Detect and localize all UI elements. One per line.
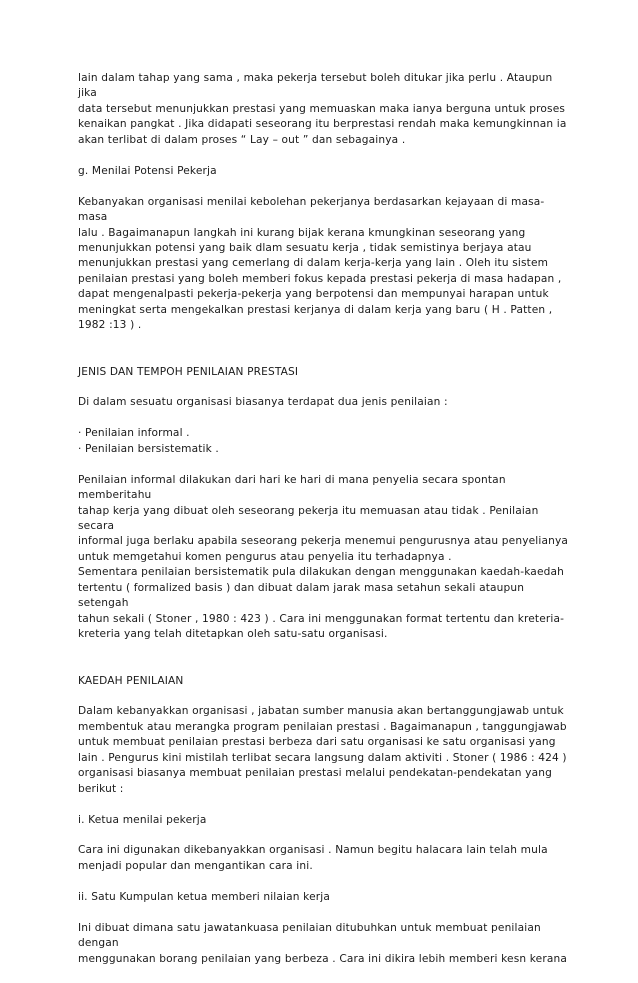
paragraph-kumpulan-ketua: Ini dibuat dimana satu jawatankuasa penilaian ditubuhkan untuk membuat penilaian dengan menggunakan borang penilaian yang berbeza . Cara ini dikira lebih memberi kesn kerana (78, 921, 567, 965)
document-body (78, 71, 570, 983)
spacer (78, 349, 570, 364)
paragraph-potensi: Kebanyakan organisasi menilai kebolehan pekerjanya berdasarkan kejayaan di masa-masa lalu . Bagaimanapun langkah ini kurang bijak kerana kmungkinan seseorang yang menunjukkan potensi yang baik dlam sesuatu kerja , tidak semistinya berjaya atau menunjukkan prestasi yang cemerlang di dalam kerja-kerja yang lain . Oleh itu sistem penilaian prestasi yang boleh memberi fokus kepada prestasi pekerja di masa hadapan , dapat mengenalpasti pekerja-pekerja yang berpotensi dan mempunyai harapan untuk meningkat serta mengekalkan prestasi kerjanya di dalam kerja yang baru ( H . Patten , 1982 :13 ) . (78, 195, 562, 332)
list-item: · Penilaian informal . (78, 427, 190, 440)
subheading-kumpulan-ketua: ii. Satu Kumpulan ketua memberi nilaian kerja (78, 890, 330, 903)
paragraph-jenis-intro: Di dalam sesuatu organisasi biasanya terdapat dua jenis penilaian : (78, 396, 448, 409)
section-heading-jenis-tempoh: JENIS DAN TEMPOH PENILAIAN PRESTASI (78, 365, 299, 378)
section-heading-menilai-potensi: g. Menilai Potensi Pekerja (78, 164, 217, 177)
paragraph-intro: lain dalam tahap yang sama , maka pekerja tersebut boleh ditukar jika perlu . Ataupun jika data tersebut menunjukkan prestasi yang memuaskan maka ianya berguna untuk proses kenaikan pangkat . Jika didapati seseorang itu berprestasi rendah maka kemungkinnan ia akan terlibat di dalam proses “ Lay – out ” dan sebagainya . (78, 72, 567, 146)
list-item: · Penilaian bersistematik . (78, 442, 219, 455)
section-heading-kaedah: KAEDAH PENILAIAN (78, 674, 184, 687)
subheading-ketua-menilai: i. Ketua menilai pekerja (78, 813, 207, 826)
paragraph-ketua-menilai: Cara ini digunakan dikebanyakkan organisasi . Namun begitu halacara lain telah mula menjadi popular dan mengantikan cara ini. (78, 844, 548, 872)
paragraph-informal-sistematik: Penilaian informal dilakukan dari hari ke hari di mana penyelia secara spontan memberitahu tahap kerja yang dibuat oleh seseorang pekerja itu memuasan atau tidak . Penilaian secara informal juga berlaku apabila seseorang pekerja menemui pengurusnya atau penyelianya untuk memgetahui komen pengurus atau penyelia itu terhadapnya . Sementara penilaian bersistematik pula dilakukan dengan menggunakan kaedah-kaedah tertentu ( formalized basis ) dan dibuat dalam jarak masa setahun sekali ataupun setengah tahun sekali ( Stoner , 1980 : 423 ) . Cara ini menggunakan format tertentu dan kreteria- kreteria yang telah ditetapkan oleh satu-satu organisasi. (78, 473, 569, 641)
spacer (78, 658, 570, 673)
bullet-list (78, 426, 570, 457)
paragraph-kaedah: Dalam kebanyakkan organisasi , jabatan sumber manusia akan bertanggungjawab untuk membentuk atau merangka program penilaian prestasi . Bagaimanapun , tanggungjawab untuk membuat penilaian prestasi berbeza dari satu organisasi ke satu organisasi yang lain . Pengurus kini mistilah terlibat secara langsung dalam aktiviti . Stoner ( 1986 : 424 ) organisasi biasanya membuat penilaian prestasi melalui pendekatan-pendekatan yang berikut : (78, 705, 567, 795)
